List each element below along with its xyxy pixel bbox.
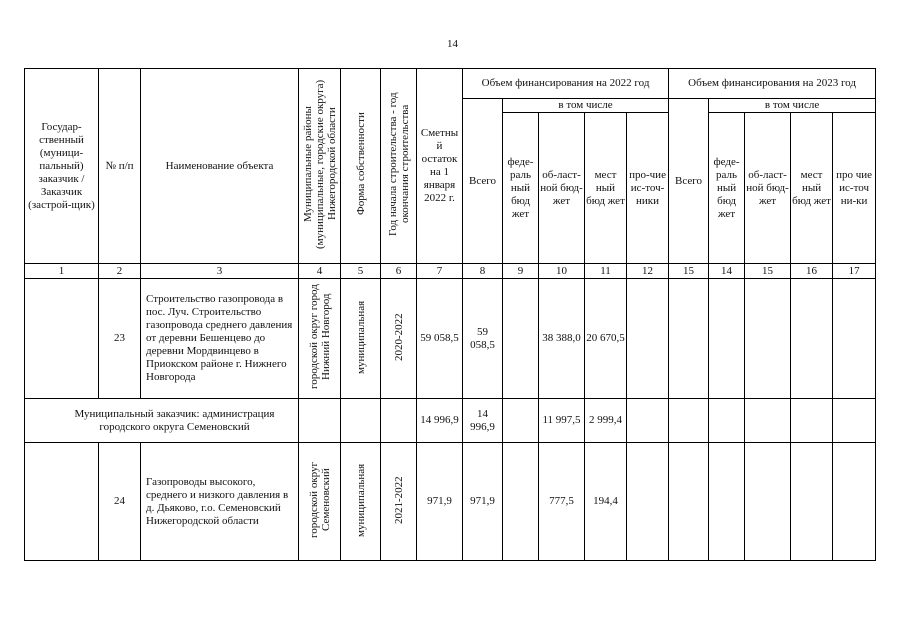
col-number: 2 xyxy=(99,264,141,279)
cell-balance: 59 058,5 xyxy=(417,279,463,399)
table-row xyxy=(25,279,876,399)
col-number: 10 xyxy=(539,264,585,279)
cell-ownership xyxy=(341,399,381,443)
cell-local-2023 xyxy=(791,279,833,399)
cell-local-2022: 194,4 xyxy=(585,443,627,561)
cell-other-2022 xyxy=(627,279,669,399)
cell-federal-2023 xyxy=(709,399,745,443)
col-number: 1 xyxy=(25,264,99,279)
col-number: 15 xyxy=(669,264,709,279)
header-local-2023: мест ный бюд жет xyxy=(791,113,833,264)
column-number-row xyxy=(25,264,876,279)
col-number: 4 xyxy=(299,264,341,279)
cell-federal-2022 xyxy=(503,399,539,443)
cell-federal-2022 xyxy=(503,279,539,399)
col-number: 7 xyxy=(417,264,463,279)
cell-total-2023 xyxy=(669,443,709,561)
cell-local-2022: 20 670,5 xyxy=(585,279,627,399)
header-fin-2023: Объем финансирования на 2023 год xyxy=(669,69,876,99)
cell-other-2022 xyxy=(627,443,669,561)
cell-total-2022: 59 058,5 xyxy=(463,279,503,399)
cell-ownership: муниципальная xyxy=(341,279,381,399)
cell-regional-2022: 11 997,5 xyxy=(539,399,585,443)
cell-regional-2023 xyxy=(745,443,791,561)
cell-total-2022: 14 996,9 xyxy=(463,399,503,443)
cell-ownership: муниципальная xyxy=(341,443,381,561)
cell-local-2022: 2 999,4 xyxy=(585,399,627,443)
cell-customer xyxy=(25,443,99,561)
col-number: 16 xyxy=(791,264,833,279)
header-total-2022: Всего xyxy=(463,99,503,264)
header-districts: Муниципальные районы (муниципальные, городские округа) Нижегородской области xyxy=(299,69,341,264)
cell-other-2023 xyxy=(833,279,876,399)
cell-object-name: Строительство газопровода в пос. Луч. Строительство газопровода среднего давления от деревни Бешенцево до деревни Мордвинцево в Приокском районе г. Нижнего Новгорода xyxy=(141,279,299,399)
cell-years xyxy=(381,399,417,443)
cell-federal-2023 xyxy=(709,279,745,399)
subtotal-label: Муниципальный заказчик: администрация городского округа Семеновский xyxy=(25,399,299,443)
col-number: 17 xyxy=(833,264,876,279)
header-customer: Государ-ственный (муници-пальный) заказчик / Заказчик (застрой-щик) xyxy=(25,69,99,264)
header-federal-2022: феде-раль ный бюд жет xyxy=(503,113,539,264)
header-other-2022: про-чие ис-точ-ники xyxy=(627,113,669,264)
header-years: Год начала строительства - год окончания строительства xyxy=(381,69,417,264)
header-regional-2023: об-ласт-ной бюд-жет xyxy=(745,113,791,264)
subtotal-row xyxy=(25,399,876,443)
col-number: 9 xyxy=(503,264,539,279)
cell-federal-2023 xyxy=(709,443,745,561)
header-total-2023: Всего xyxy=(669,99,709,264)
col-number: 14 xyxy=(709,264,745,279)
cell-other-2023 xyxy=(833,443,876,561)
cell-federal-2022 xyxy=(503,443,539,561)
cell-regional-2023 xyxy=(745,279,791,399)
col-number: 12 xyxy=(627,264,669,279)
header-including-2022: в том числе xyxy=(503,99,669,113)
cell-district: городской округ Семеновский xyxy=(299,443,341,561)
cell-customer xyxy=(25,279,99,399)
header-regional-2022: об-ласт-ной бюд-жет xyxy=(539,113,585,264)
col-number: 5 xyxy=(341,264,381,279)
financing-table xyxy=(24,68,876,561)
header-including-2023: в том числе xyxy=(709,99,876,113)
cell-balance: 971,9 xyxy=(417,443,463,561)
cell-district xyxy=(299,399,341,443)
cell-local-2023 xyxy=(791,443,833,561)
header-num: № п/п xyxy=(99,69,141,264)
header-other-2023: про чие ис-точ ни-ки xyxy=(833,113,876,264)
header-local-2022: мест ный бюд жет xyxy=(585,113,627,264)
page-number: 14 xyxy=(447,38,458,50)
cell-regional-2023 xyxy=(745,399,791,443)
cell-total-2023 xyxy=(669,399,709,443)
cell-num: 23 xyxy=(99,279,141,399)
header-federal-2023: феде-раль ный бюд жет xyxy=(709,113,745,264)
cell-total-2023 xyxy=(669,279,709,399)
cell-object-name: Газопроводы высокого, среднего и низкого давления в д. Дьяково, г.о. Семеновский Нижегородской области xyxy=(141,443,299,561)
cell-total-2022: 971,9 xyxy=(463,443,503,561)
col-number: 15 xyxy=(745,264,791,279)
cell-years: 2021-2022 xyxy=(381,443,417,561)
cell-balance: 14 996,9 xyxy=(417,399,463,443)
col-number: 8 xyxy=(463,264,503,279)
header-ownership: Форма собственности xyxy=(341,69,381,264)
cell-regional-2022: 38 388,0 xyxy=(539,279,585,399)
cell-district: городской округ город Нижний Новгород xyxy=(299,279,341,399)
cell-num: 24 xyxy=(99,443,141,561)
cell-other-2022 xyxy=(627,399,669,443)
col-number: 6 xyxy=(381,264,417,279)
col-number: 11 xyxy=(585,264,627,279)
cell-local-2023 xyxy=(791,399,833,443)
col-number: 3 xyxy=(141,264,299,279)
header-balance: Сметный остаток на 1 января 2022 г. xyxy=(417,69,463,264)
cell-other-2023 xyxy=(833,399,876,443)
cell-years: 2020-2022 xyxy=(381,279,417,399)
header-object-name: Наименование объекта xyxy=(141,69,299,264)
header-fin-2022: Объем финансирования на 2022 год xyxy=(463,69,669,99)
cell-regional-2022: 777,5 xyxy=(539,443,585,561)
table-row xyxy=(25,443,876,561)
